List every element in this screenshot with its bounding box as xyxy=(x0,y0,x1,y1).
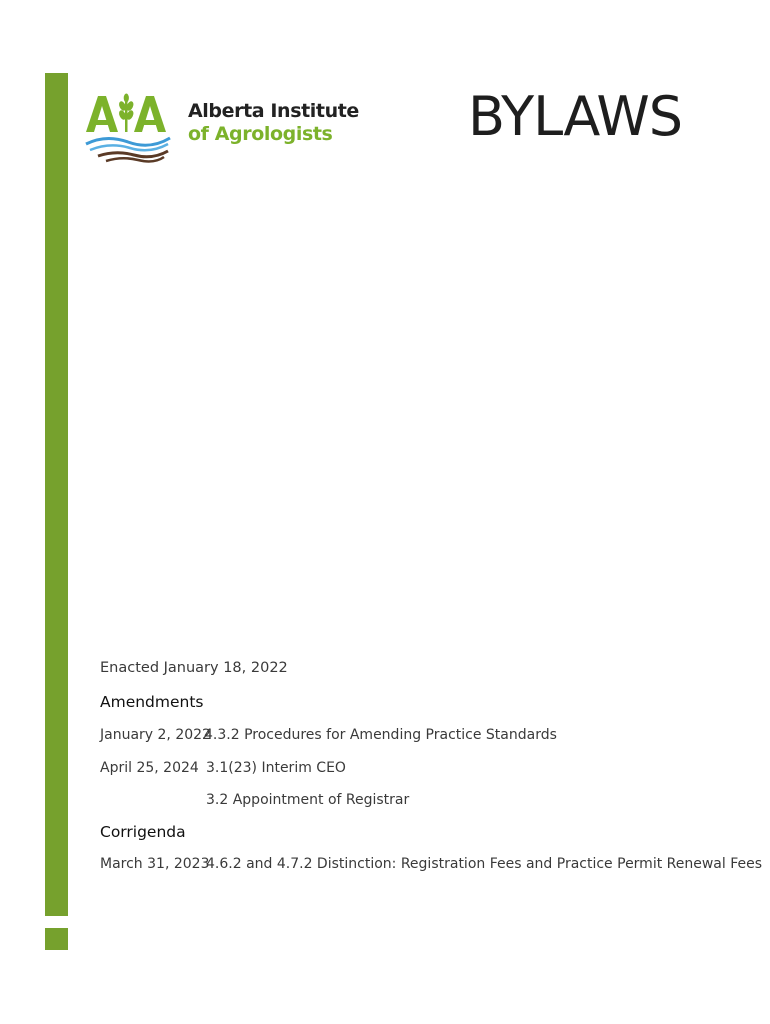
corrigendum-date: March 31, 2023 xyxy=(100,856,210,872)
amendment-description: 3.2 Appointment of Registrar xyxy=(206,792,410,808)
left-accent-bar xyxy=(45,73,68,916)
amendments-heading: Amendments xyxy=(100,693,204,711)
corrigendum-entry xyxy=(100,856,763,872)
logo-text-line-2: of Agrologists xyxy=(188,123,333,145)
amendment-date: April 25, 2024 xyxy=(100,760,199,776)
amendment-description: 3.1(23) Interim CEO xyxy=(206,760,346,776)
corrigenda-heading: Corrigenda xyxy=(100,823,186,841)
accent-square xyxy=(45,928,68,950)
amendment-entry xyxy=(100,760,346,776)
corrigendum-description: 4.6.2 and 4.7.2 Distinction: Registration Fees and Practice Permit Renewal Fees xyxy=(206,856,763,872)
document-title: BYLAWS xyxy=(468,85,683,148)
amendment-description: 4.3.2 Procedures for Amending Practice Standards xyxy=(204,727,557,743)
amendment-entry xyxy=(100,727,557,743)
aia-logo-mark-icon xyxy=(84,92,184,164)
enacted-date: Enacted January 18, 2022 xyxy=(100,660,288,676)
logo-text-line-1: Alberta Institute xyxy=(188,100,359,122)
amendment-date: January 2, 2022 xyxy=(100,727,211,743)
organization-logo xyxy=(84,92,364,164)
